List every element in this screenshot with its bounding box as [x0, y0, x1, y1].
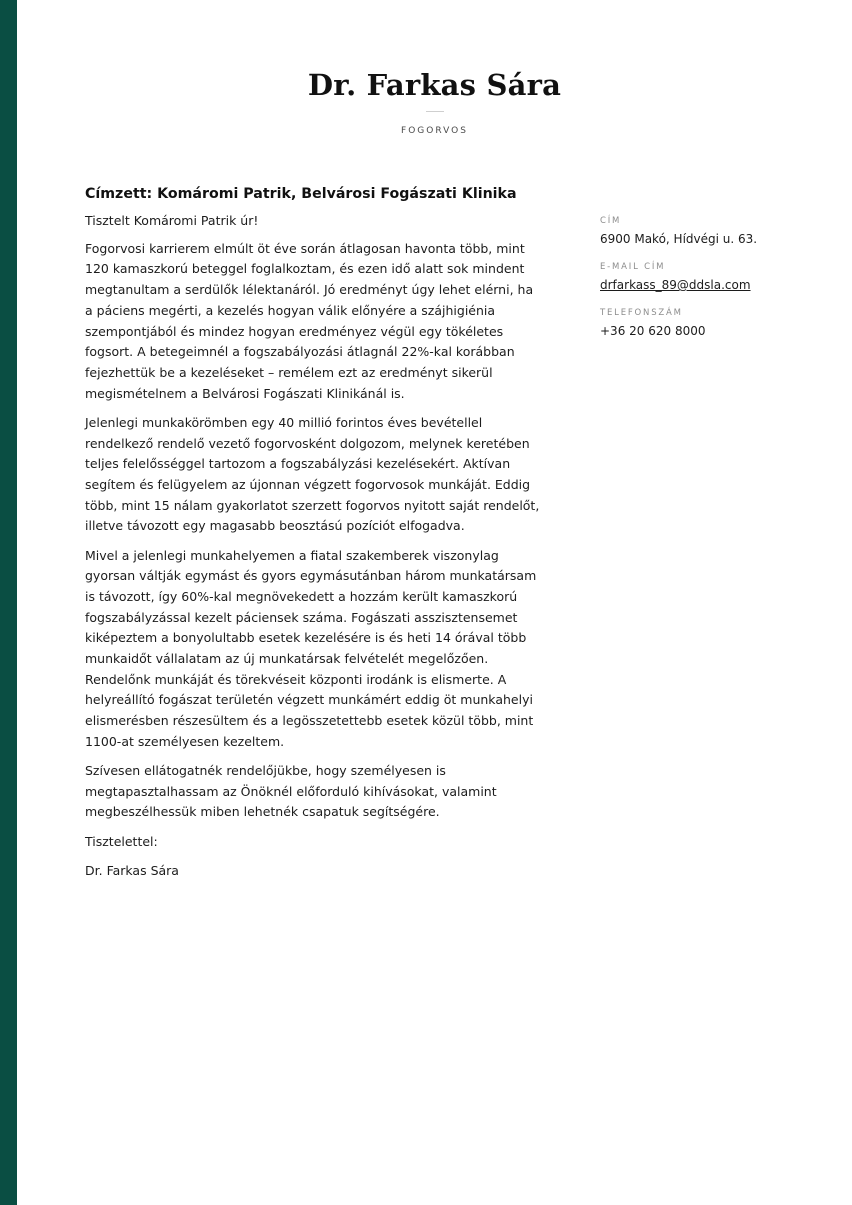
cover-letter-body	[85, 186, 543, 890]
paragraph: Szívesen ellátogatnék rendelőjükbe, hogy személyesen is megtapasztalhassam az Önöknél előforduló kihívásokat, valamint megbeszélhessük miben lehetnék csapatuk segítségére.	[85, 763, 497, 820]
phone-label: TELEFONSZÁM	[600, 308, 683, 318]
side-accent-stripe	[0, 0, 17, 1205]
job-title: FOGORVOS	[401, 126, 468, 136]
phone-value: +36 20 620 8000	[600, 324, 706, 338]
paragraph: Mivel a jelenlegi munkahelyemen a fiatal szakemberek viszonylag gyorsan váltják egymást és gyors egymásutánban három munkatársam is távozott, így 60%-kal megnövekedett a hozzám került kamaszkorú fogszabályzással kezelt páciensek száma. Fogászati asszisztensemet kiképeztem a bonyolultabb esetek kezelésére is és heti 14 órával több munkaidőt vállalatam az új munkatársak felvételét megelőzően. Rendelőnk munkáját és törekvéseit központi irodánk is elismerte. A helyreállító fogászat területén végzett munkámért eddig öt munkahelyi elismerésben részesültem és a legösszetettebb esetek közül több, mint 1100-at személyesen kezeltem.	[85, 547, 537, 749]
address-value: 6900 Makó, Hídvégi u. 63.	[600, 232, 758, 246]
applicant-name: Dr. Farkas Sára	[307, 68, 562, 102]
paragraph: Jelenlegi munkakörömben egy 40 millió forintos éves bevétellel rendelkező rendelő vezető fogorvosként dolgozom, melynek keretében teljes felelősséggel tartozom a fogszabályzási kezelésekért. Aktívan segítem és felügyelem az újonnan végzett fogorvosok munkáját. Eddig több, mint 15 nálam gyakorlatot szerzett fogorvos nyitott saját rendelőt, illetve távozott egy magasabb beosztású pozíciót elfogadva.	[85, 414, 540, 534]
closing: Tisztelettel:	[85, 833, 158, 849]
recipient-line: Címzett: Komáromi Patrik, Belvárosi Fogászati Klinika	[85, 186, 517, 202]
email-label: E-MAIL CÍM	[600, 262, 666, 272]
resume-header	[17, 0, 852, 136]
contact-sidebar	[600, 216, 830, 354]
signature: Dr. Farkas Sára	[85, 862, 179, 878]
name-divider	[426, 111, 444, 112]
address-label: CÍM	[600, 216, 622, 226]
paragraph: Fogorvosi karrierem elmúlt öt éve során átlagosan havonta több, mint 120 kamaszkorú beteggel foglalkoztam, és ezen idő alatt sok mindent megtanultam a serdülők lélektanáról. Jó eredményt úgy lehet elérni, ha a páciens megérti, a kezelés hogyan válik előnyére a szájhigiénia szempontjából és mindez hogyan eredményez végül egy tökéletes fogsort. A betegeimnél a fogszabályozási átlagnál 22%-kal korábban fejezhettük be a kezeléseket – remélem ezt az eredményt sikerül megismételnem a Belvárosi Fogászati Klinikánál is.	[85, 240, 534, 401]
email-link[interactable]: drfarkass_89@ddsla.com	[600, 278, 751, 292]
greeting: Tisztelt Komáromi Patrik úr!	[85, 213, 259, 228]
